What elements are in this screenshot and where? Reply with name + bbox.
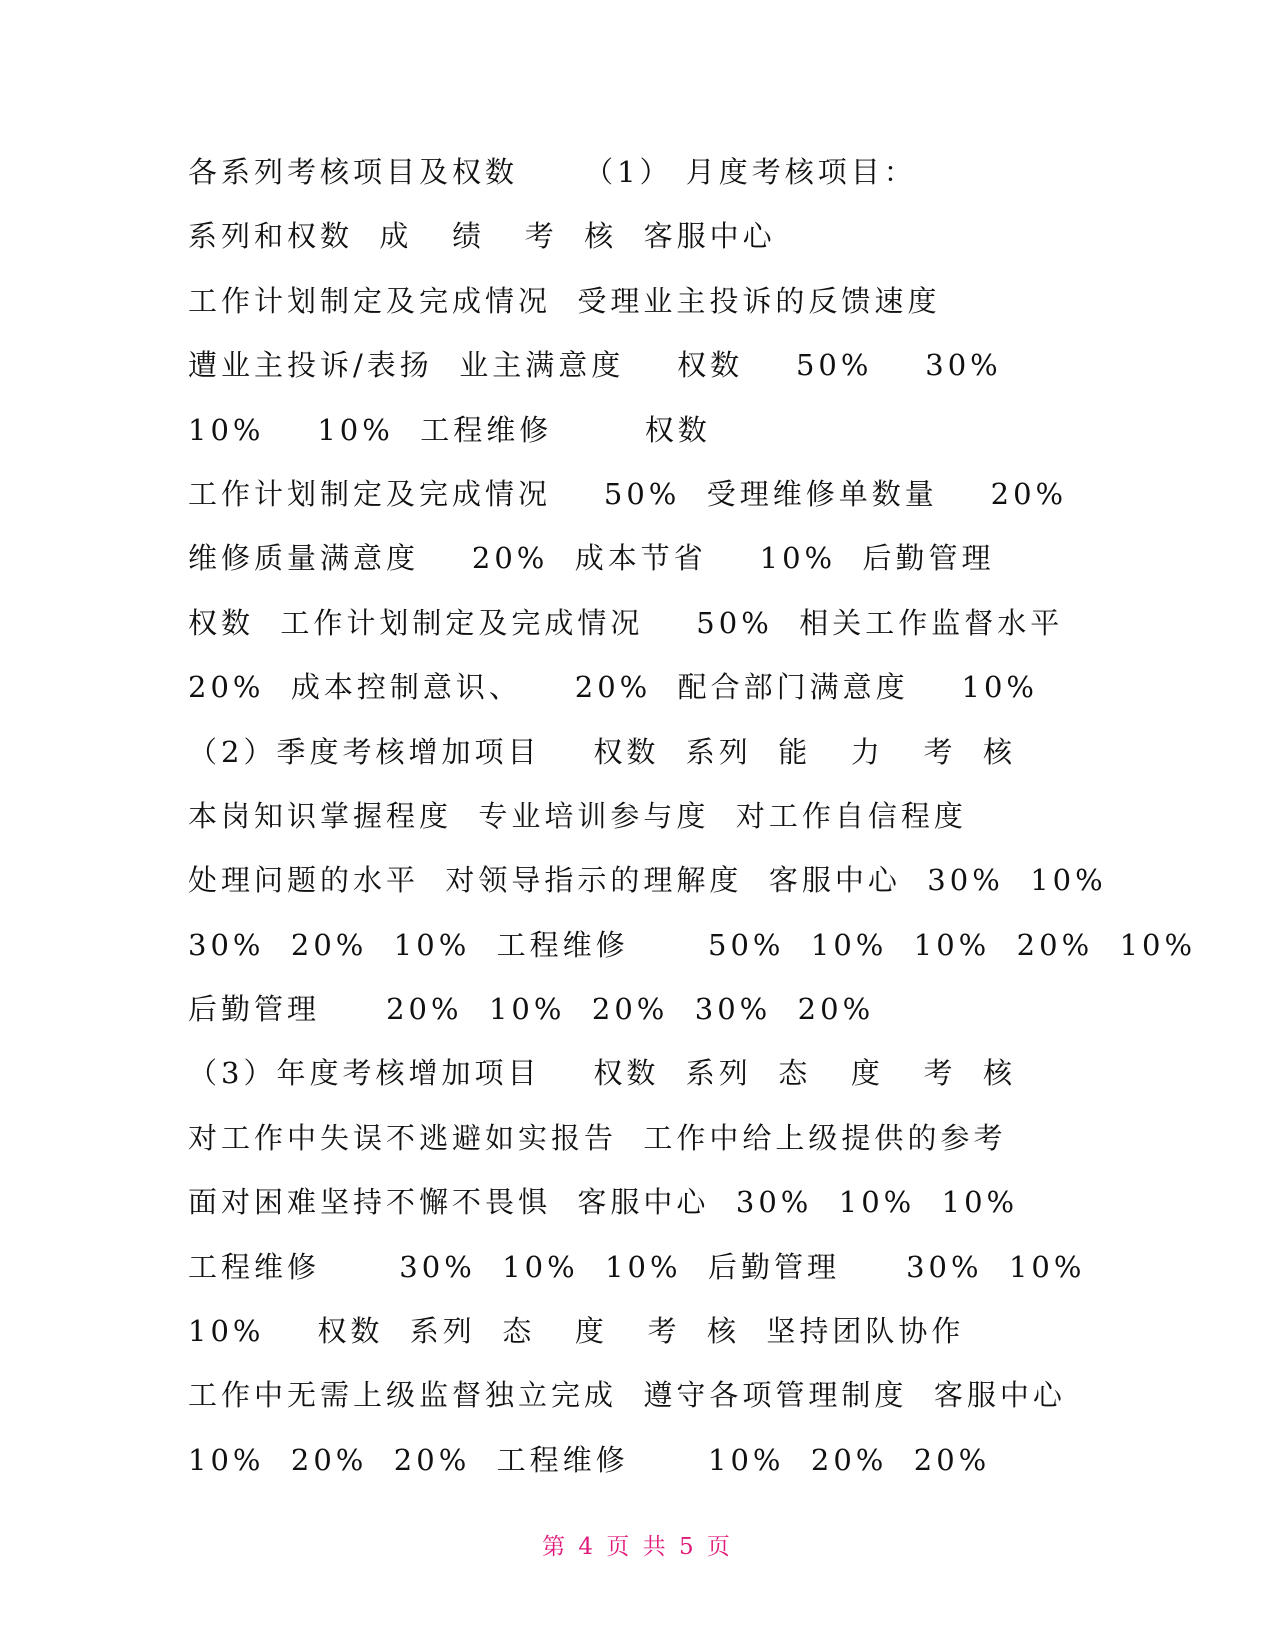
text-line: 工程维修 30% 10% 10% 后勤管理 30% 10% xyxy=(188,1249,1086,1284)
text-line: 遭业主投诉/表扬 业主满意度 权数 50% 30% xyxy=(188,348,1002,383)
text-line: 10% 10% 工程维修 权数 xyxy=(188,412,711,447)
text-line: 处理问题的水平 对领导指示的理解度 客服中心 30% 10% xyxy=(188,863,1107,898)
text-line: 面对困难坚持不懈不畏惧 客服中心 30% 10% 10% xyxy=(188,1185,1019,1220)
text-line: （3）年度考核增加项目 权数 系列 态 度 考 核 xyxy=(188,1056,1016,1091)
text-line: 权数 工作计划制定及完成情况 50% 相关工作监督水平 xyxy=(188,605,1064,640)
text-line: 本岗知识掌握程度 专业培训参与度 对工作自信程度 xyxy=(188,798,967,833)
text-line: 10% 20% 20% 工程维修 10% 20% 20% xyxy=(188,1442,991,1477)
page-number-footer: 第 4 页 共 5 页 xyxy=(542,1534,733,1560)
text-line: 各系列考核项目及权数 （1） 月度考核项目： xyxy=(188,155,917,189)
text-line: 10% 权数 系列 态 度 考 核 坚持团队协作 xyxy=(188,1314,965,1349)
text-line: 30% 20% 10% 工程维修 50% 10% 10% 20% 10% xyxy=(188,927,1197,962)
text-line: 维修质量满意度 20% 成本节省 10% 后勤管理 xyxy=(188,541,995,576)
text-line: 工作计划制定及完成情况 受理业主投诉的反馈速度 xyxy=(188,283,941,318)
text-line: 对工作中失误不逃避如实报告 工作中给上级提供的参考 xyxy=(188,1120,1007,1155)
text-line: 工作中无需上级监督独立完成 遵守各项管理制度 客服中心 xyxy=(188,1378,1066,1413)
text-line: （2）季度考核增加项目 权数 系列 能 力 考 核 xyxy=(188,734,1016,769)
text-line: 后勤管理 20% 10% 20% 30% 20% xyxy=(188,992,875,1027)
text-line: 系列和权数 成 绩 考 核 客服中心 xyxy=(188,219,776,254)
text-line: 工作计划制定及完成情况 50% 受理维修单数量 20% xyxy=(188,476,1068,511)
text-line: 20% 成本控制意识、 20% 配合部门满意度 10% xyxy=(188,670,1038,705)
document-body xyxy=(188,140,1197,1492)
